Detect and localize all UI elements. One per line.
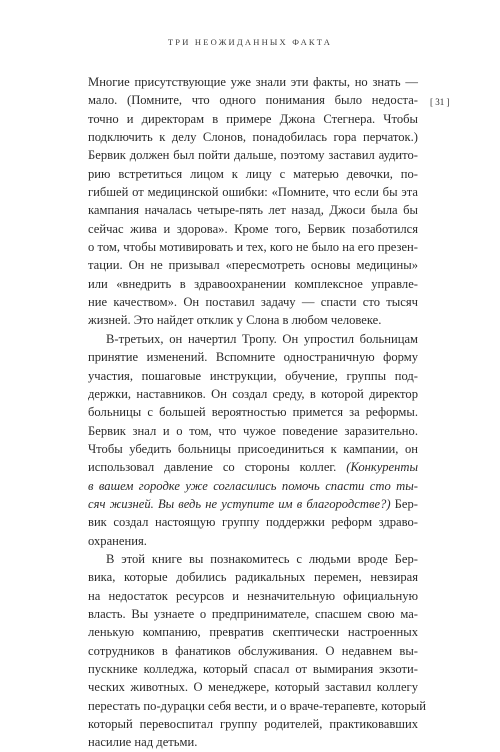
text-line (88, 568, 418, 586)
text-line (88, 183, 418, 201)
text-run: ние качеством». Он поставил задачу — спасти сто тысяч (88, 295, 418, 310)
text-run: власть. Вы узнаете о предпринимателе, спасшем свою ма- (88, 606, 418, 621)
running-title: ТРИ НЕОЖИДАННЫХ ФАКТА (167, 37, 333, 47)
text-line (88, 403, 418, 421)
text-line (88, 91, 418, 109)
text-run: Чтобы убедить больницы присоединиться к кампании, он (88, 441, 418, 456)
text-line (88, 477, 418, 495)
text-run: ческих животных. О менеджере, который заставил коллегу (88, 680, 418, 695)
text-line (88, 660, 418, 678)
text-line (88, 367, 418, 385)
text-run: или «внедрить в здравоохранении комплексное управле- (88, 276, 418, 291)
text-run: охранения. (88, 533, 147, 548)
text-line (88, 733, 418, 751)
text-line (88, 73, 418, 91)
text-run: пускнике колледжа, который спасал от вымирания экзоти- (88, 662, 418, 676)
italic-run: в вашем городке уже согласились помочь спасти сто ты- (88, 478, 418, 493)
text-line (88, 642, 418, 660)
text-line (88, 238, 418, 256)
text-line (88, 623, 418, 641)
text-line (88, 550, 418, 568)
text-run: больницы с большей вероятностью примется за реформы. (88, 405, 418, 420)
text-line (88, 422, 418, 440)
text-line (88, 220, 418, 238)
text-run: использовал давление со стороны коллег. (88, 460, 347, 475)
text-line (88, 532, 418, 550)
text-run: жизней. Это найдет отклик у Слона в любом человеке. (88, 313, 382, 328)
paragraph (88, 73, 418, 330)
text-run: подключить к делу Слонов, понадобилась гора перчаток.) (88, 130, 418, 145)
text-line (88, 495, 418, 513)
text-run: насилие над детьми. (88, 735, 198, 750)
text-line (88, 678, 418, 696)
italic-run: сяч жизней. Вы ведь не уступите им в благородстве?) (88, 496, 391, 511)
paragraph (88, 330, 418, 550)
text-run: вика, которые добились радикальных перемен, невзирая (88, 570, 418, 585)
text-run: Бервик должен был пойти дальше, поэтому заставил аудито- (88, 148, 418, 163)
text-line (88, 458, 418, 476)
text-line (88, 128, 418, 146)
page-number: [ 31 ] (430, 97, 450, 107)
text-line (88, 697, 426, 715)
text-line (88, 385, 418, 403)
text-line (88, 513, 418, 531)
text-run: В этой книге вы познакомитесь с людьми вроде Бер- (106, 551, 418, 566)
text-run: о том, чтобы мотивировать и тех, кого не было на его презен- (88, 240, 418, 255)
text-line (88, 146, 418, 164)
text-line (88, 605, 418, 623)
text-line (88, 440, 418, 458)
text-run: кампания началась четыре-пять лет назад, Джоси была бы (88, 203, 418, 218)
text-line (88, 275, 418, 293)
text-line (88, 256, 418, 274)
text-line (88, 165, 418, 183)
text-run: держки, наставников. Он создал среду, в которой директор (88, 386, 418, 401)
text-line (88, 293, 418, 311)
italic-run: (Конкуренты (346, 460, 418, 475)
text-line (88, 330, 418, 348)
paragraph (88, 550, 426, 752)
text-run: Многие присутствующие уже знали эти факты, но знать — (88, 75, 418, 89)
text-run: точно и директорам в примере Джона Стегнера. Чтобы (88, 111, 418, 126)
text-run: вик создал настоящую группу поддержки реформ здраво- (88, 515, 418, 530)
text-line (88, 348, 418, 366)
text-line (88, 110, 418, 128)
text-line (88, 587, 418, 605)
text-run: рию встретиться лицом к лицу с матерью девочки, по- (88, 166, 418, 181)
text-run: тации. Он не призывал «пересмотреть основы медицины» (88, 258, 418, 273)
text-run: на недостаток ресурсов и незначительную официальную (88, 588, 418, 603)
text-run: участия, пошаговые инструкции, обучение, группы под- (88, 368, 418, 383)
text-run: перестать по-дурацки себя вести, и о враче-терапевте, который (88, 698, 426, 713)
text-run: который перевоспитал группу родителей, практиковавших (88, 717, 418, 732)
text-run: сотрудников в фанатиков обслуживания. О недавнем вы- (88, 643, 418, 658)
text-run: мало. (Помните, что одного понимания было недоста- (88, 93, 418, 108)
text-run: гибшей от медицинской ошибки: «Помните, что если бы эта (88, 185, 418, 200)
text-run: В-третьих, он начертил Тропу. Он упростил больницам (106, 331, 418, 346)
text-run: ленькую компанию, превратив скептически настроенных (88, 625, 418, 640)
text-run: принятие изменений. Вспомните одностраничную форму (88, 350, 418, 365)
text-line (88, 201, 418, 219)
text-run: Бер- (390, 496, 418, 511)
text-line (88, 715, 418, 733)
text-run: сейчас жива и здорова». Кроме того, Бервик позаботился (88, 221, 418, 236)
text-line (88, 311, 418, 329)
text-body (88, 73, 426, 752)
text-run: Бервик знал и о том, что чужое поведение заразительно. (88, 423, 418, 438)
